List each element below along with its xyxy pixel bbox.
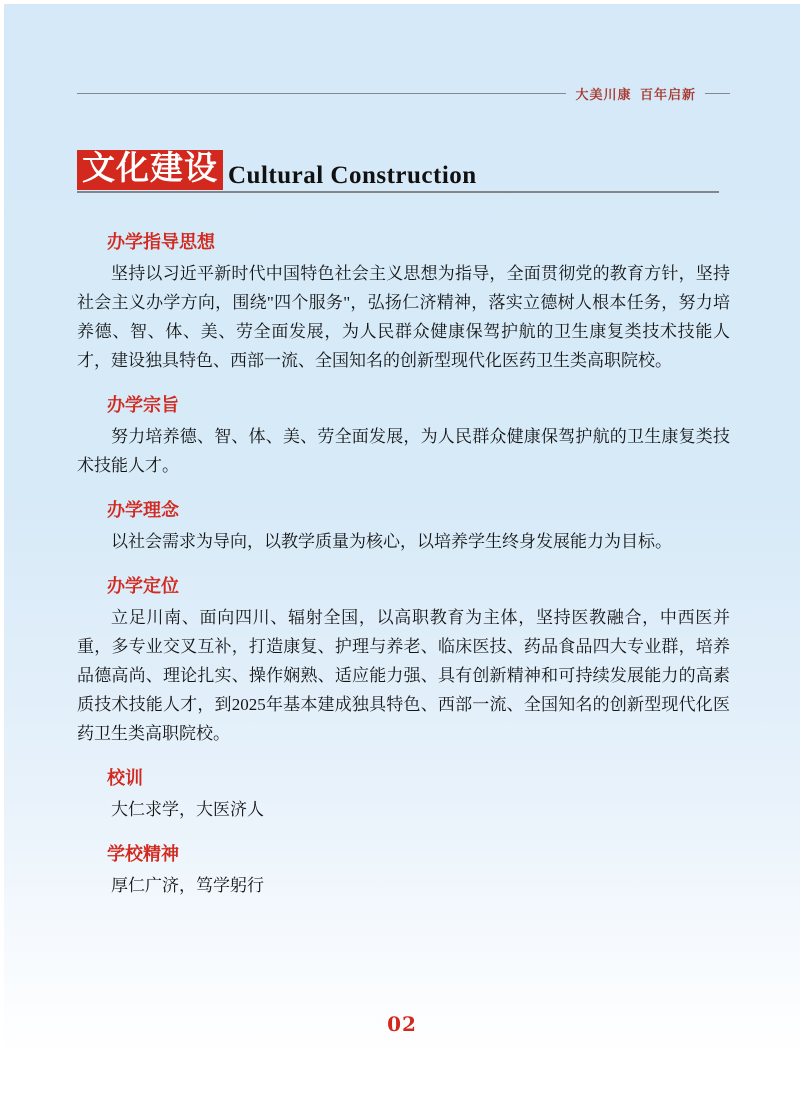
section-paragraph: 坚持以习近平新时代中国特色社会主义思想为指导，全面贯彻党的教育方针，坚持社会主义办学方向，围绕"四个服务"，弘扬仁济精神，落实立德树人根本任务，努力培养德、智、体、美、劳全面发展，为人民群众健康保驾护航的卫生康复类技术技能人才，建设独具特色、西部一流、全国知名的创新型现代化医药卫生类高职院校。 xyxy=(77,264,730,370)
section-heading: 办学定位 xyxy=(107,576,179,596)
section-heading: 办学宗旨 xyxy=(107,395,179,415)
page-header xyxy=(77,84,730,102)
title-underline xyxy=(77,191,719,193)
page-title xyxy=(77,150,477,190)
section-heading: 办学理念 xyxy=(107,500,179,520)
page-number: 02 xyxy=(387,1012,417,1036)
section-heading: 校训 xyxy=(107,768,143,788)
section-paragraph: 立足川南、面向四川、辐射全国，以高职教育为主体，坚持医教融合，中西医并重，多专业交叉互补，打造康复、护理与养老、临床医技、药品食品四大专业群，培养品德高尚、理论扎实、操作娴熟、适应能力强、具有创新精神和可持续发展能力的高素质技术技能人才，到2025年基本建成独具特色、西部一流、全国知名的创新型现代化医药卫生类高职院校。 xyxy=(77,608,730,743)
section-guiding-ideology xyxy=(77,228,730,375)
section-paragraph: 大仁求学，大医济人 xyxy=(111,800,264,819)
header-rule-left xyxy=(77,93,566,94)
header-slogan: 大美川康 百年启新 xyxy=(575,86,696,102)
section-school-spirit xyxy=(77,840,730,900)
section-heading: 办学指导思想 xyxy=(107,232,215,252)
section-paragraph: 以社会需求为导向，以教学质量为核心，以培养学生终身发展能力为目标。 xyxy=(111,532,672,551)
title-en-label: Cultural Construction xyxy=(228,161,477,189)
section-paragraph: 努力培养德、智、体、美、劳全面发展，为人民群众健康保驾护航的卫生康复类技术技能人才。 xyxy=(77,427,730,475)
section-school-philosophy xyxy=(77,496,730,556)
title-zh-badge: 文化建设 xyxy=(77,150,223,190)
header-rule-right xyxy=(705,93,730,94)
section-school-positioning xyxy=(77,572,730,748)
section-school-purpose xyxy=(77,391,730,480)
content-area xyxy=(77,228,730,900)
document-page xyxy=(4,4,800,1099)
section-school-motto xyxy=(77,764,730,824)
section-heading: 学校精神 xyxy=(107,844,179,864)
section-paragraph: 厚仁广济，笃学躬行 xyxy=(111,876,264,895)
